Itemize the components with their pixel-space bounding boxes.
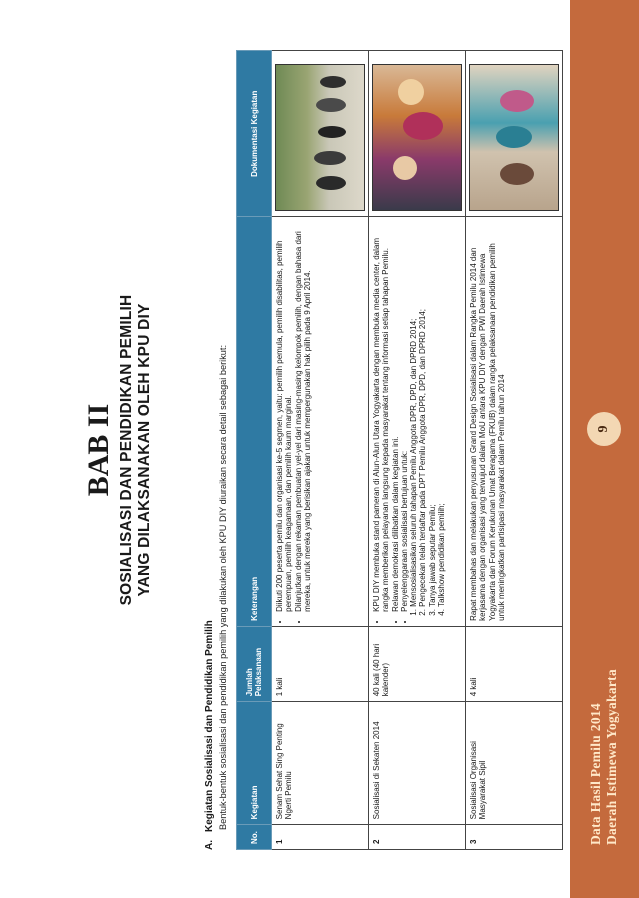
chapter-title-line2: YANG DILAKSANAKAN OLEH KPU DIY: [136, 303, 153, 597]
section-heading-text: Kegiatan Sosialisasi dan Pendidikan Pemilih: [204, 620, 215, 832]
table-header-row: [237, 51, 272, 850]
header-no: No.: [237, 825, 272, 850]
keterangan-bullet: • Penyelenggaraan sosialisasi bertujuan untuk:: [400, 222, 409, 611]
row-number: 3: [466, 825, 563, 850]
row-kegiatan: Sosialisasi Organisasi Masyarakat Sipil: [466, 702, 563, 825]
rotated-page-content: [0, 40, 619, 860]
activity-photo-sekaten: [372, 64, 462, 211]
row-dokumentasi: [369, 51, 466, 217]
header-jumlah: Jumlah Pelaksanaan: [237, 626, 272, 701]
row-number: 2: [369, 825, 466, 850]
chapter-title: [118, 40, 154, 860]
footer-brand-line1: Data Hasil Pemilu 2014: [588, 703, 603, 845]
page-number: 9: [587, 412, 621, 446]
keterangan-numbered-item: 2. Pengecekan telah terdaftar pada DPT Pemilu Anggota DPR, DPD, dan DPRD 2014;: [418, 222, 427, 606]
row-jumlah: 40 kali (40 hari kalender): [369, 626, 466, 701]
section-intro: Bentuk-bentuk sosialisasi dan pendidikan pemilih yang dilakukan oleh KPU DIY diuraikan secara detail sebagai berikut:: [218, 344, 228, 830]
row-dokumentasi: [466, 51, 563, 217]
keterangan-bullet: • Relawan demokrasi dilibatkan dalam kegiatan ini.: [391, 222, 400, 611]
activity-photo-senam: [275, 64, 365, 211]
table-row: [466, 51, 563, 850]
row-number: 1: [272, 825, 369, 850]
activity-photo-ormas: [469, 64, 559, 211]
row-kegiatan: Sosialisasi di Sekaten 2014: [369, 702, 466, 825]
keterangan-bullet: • Diikuti 200 peserta pemilu dan organisasi ke-5 segmen, yaitu: pemilih pemula, pemilih disabilitas, pemilih perempuan, pemilih keagamaan, dan pemilih kaum marginal.: [275, 222, 294, 611]
chapter-label: BAB II: [82, 403, 115, 497]
footer-brand: [588, 645, 620, 845]
row-kegiatan: Senam Sehat Sing Penting Ngerti Pemilu: [272, 702, 369, 825]
table-row: [369, 51, 466, 850]
keterangan-numbered-item: 4. Talkshow pendidikan pemilih;: [437, 222, 446, 606]
activities-table: [236, 50, 563, 850]
row-keterangan: [272, 217, 369, 626]
section-letter: A.: [204, 840, 215, 850]
keterangan-bullet: • KPU DIY membuka stand pameran di Alun-Alun Utara Yogyakarta dengan membuka media center, dalam rangka memberikan pelayanan langsung kepada masyarakat tentang informasi setiap tahapan Pemilu.: [372, 222, 391, 611]
keterangan-numbered-item: 3. Tanya jawab seputar Pemilu;: [428, 222, 437, 606]
row-jumlah: 4 kali: [466, 626, 563, 701]
keterangan-bullet: • Dilanjutkan dengan rekaman pembuatan yel-yel dari masing-masing kelompok pemilih, dengan bahasa dari mereka, untuk mereka yang berisikan ajakan untuk mempergunakan hak pilih pada 9 April 2014.: [294, 222, 313, 611]
header-dokumentasi: Dokumentasi Kegiatan: [237, 51, 272, 217]
chapter-title-line1: SOSIALISASI DAN PENDIDIKAN PEMILIH: [118, 294, 135, 606]
footer-brand-line2: Daerah Istimewa Yogyakarta: [604, 668, 619, 845]
row-keterangan: Rapat membahas dan melakukan penyusunan Grand Design Sosialisasi dalam Rangka Pemilu 2014 dan kerjasama dengan organisasi yang terwujud dalam MoU antara KPU DIY dengan PWI Daerah Istimewa Yogyakarta dan Forum Kerukunan Umat Beragama (FKUB) dalam rangka pelaksanaan pendidikan pemilih untuk meningkatkan partisipasi masyarakat dalam Pemilu tahun 2014: [466, 217, 563, 626]
table-row: [272, 51, 369, 850]
header-keterangan: Keterangan: [237, 217, 272, 626]
section-heading: [204, 620, 215, 850]
header-kegiatan: Kegiatan: [237, 702, 272, 825]
row-keterangan: [369, 217, 466, 626]
keterangan-numbered-item: 1. Mensosialisasikan seluruh tahapan Pemilu Anggota DPR, DPD, dan DPRD 2014;: [409, 222, 418, 606]
row-dokumentasi: [272, 51, 369, 217]
row-jumlah: 1 kali: [272, 626, 369, 701]
